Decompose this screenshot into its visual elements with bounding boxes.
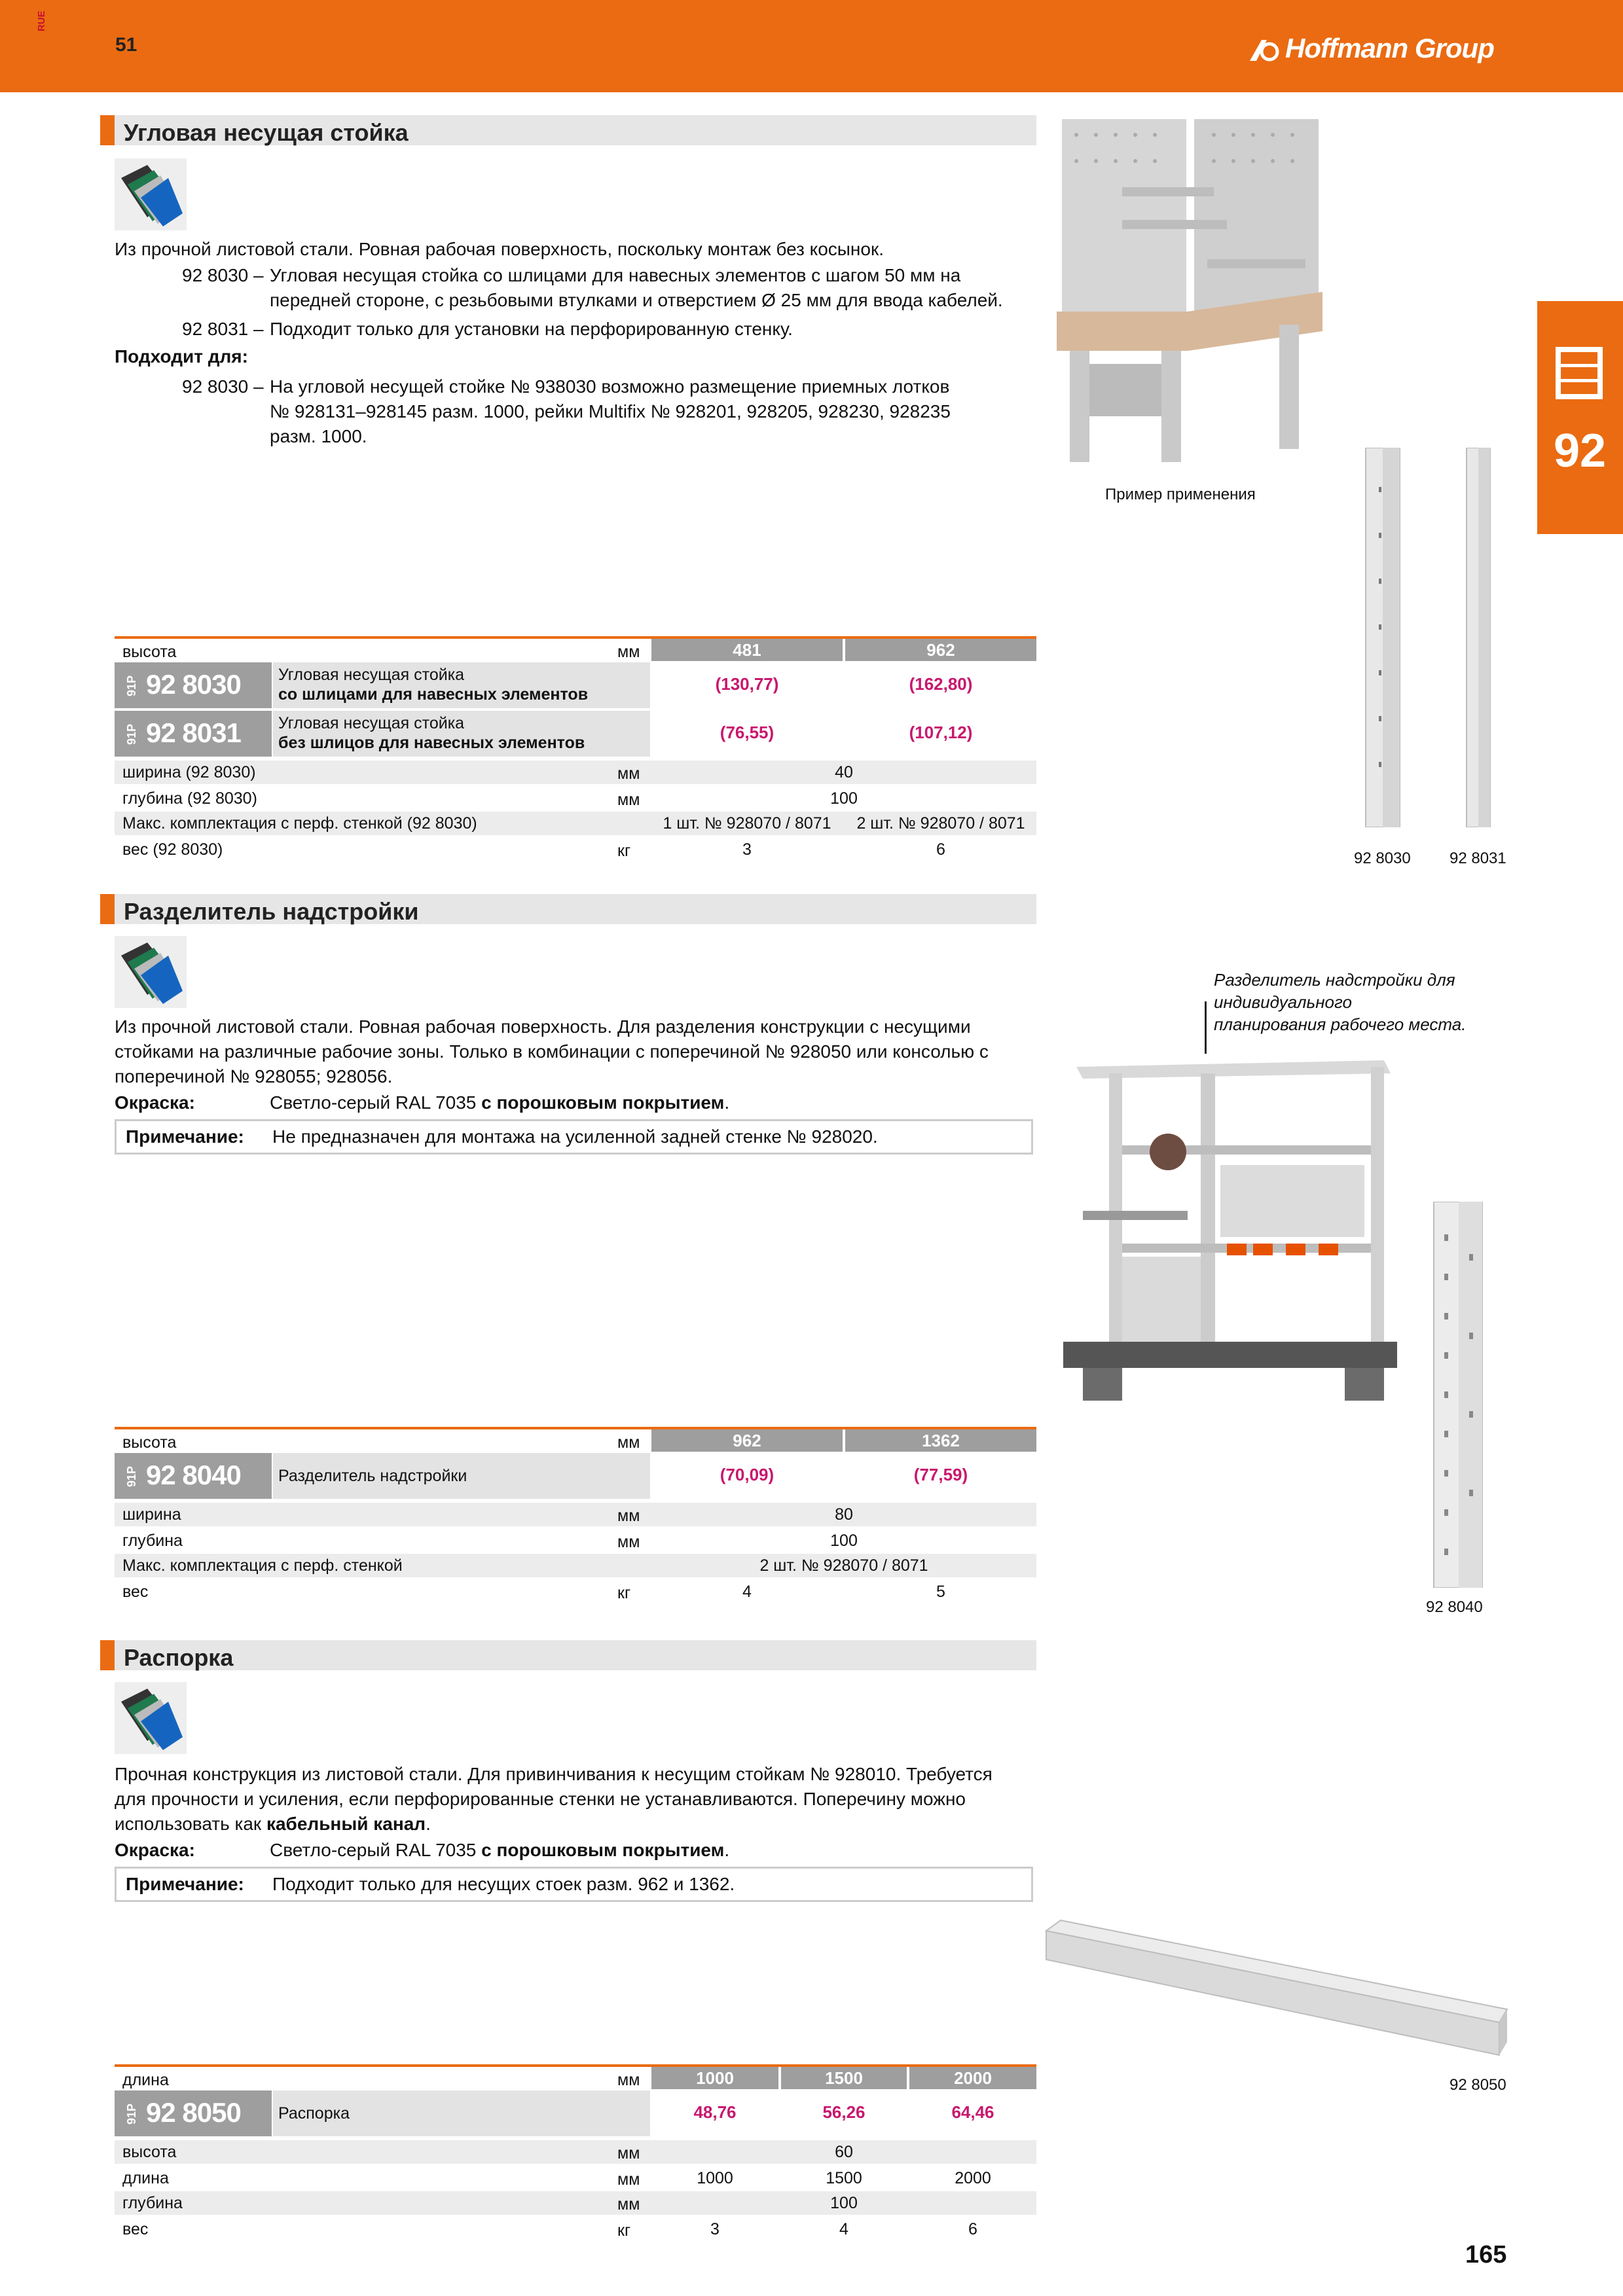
color-swatch-icon (115, 158, 187, 230)
caption-928030: 92 8030 (1354, 850, 1411, 867)
s3-text-c: использовать как кабельный канал. (115, 1814, 431, 1834)
s3-price-2000: 64,46 (951, 2102, 994, 2122)
s1-price-928031-481: (76,55) (720, 723, 775, 742)
section-header-spacer (100, 1640, 1036, 1670)
s1-r3-label: Макс. комплектация с перф. стенкой (92 8030) (122, 814, 477, 833)
s1-item1-code: 92 8030 – (182, 265, 264, 285)
section-page-number: 51 (115, 34, 137, 56)
section-title: Распорка (124, 1644, 234, 1671)
s2-paint-value: Светло-серый RAL 7035 с порошковым покрытием. (270, 1092, 730, 1113)
color-swatch-icon (115, 1682, 187, 1754)
s1-item2-code: 92 8031 – (182, 319, 264, 339)
s1-table: высота мм 481 962 91P 92 8030 Угловая несущая стойка со шлицами для навесных элементов (130,77) (162,80) 91P 92 8031 Угловая несущая стойка без шлицов для навесных элементов (76,55) (107,12) ширина (92 8030) мм 40 глубина (92 8030) мм 100 Макс. комплектация с перф. стенкой (92 8030) 1 шт. № 928070 / 8071 2 шт. № 928070 / 8071 вес (92 8030) кг 3 6 (115, 636, 1036, 864)
caption-928031: 92 8031 (1450, 850, 1506, 867)
s3-note-box: Примечание: Подходит только для несущих стоек разм. 962 и 1362. (115, 1867, 1033, 1902)
s1-table-h-unit: мм (617, 643, 640, 661)
hoffmann-logo-icon (1247, 37, 1281, 63)
divider-928040-image (1431, 1202, 1485, 1588)
s1-r4-v1: 3 (742, 840, 752, 859)
s1-intro: Из прочной листовой стали. Ровная рабочая поверхность, поскольку монтаж без косынок. (115, 239, 884, 259)
workstation-divider-photo (1057, 1054, 1397, 1401)
workstation-corner-photo (1057, 115, 1322, 469)
language-code: RUE (36, 10, 47, 31)
s1-r1-label: ширина (92 8030) (122, 763, 256, 781)
s2-table: высота мм 962 1362 91P 92 8040 Разделитель надстройки (70,09) (77,59) ширина мм 80 глубина мм 100 Макс. комплектация с перф. стенкой 2 шт. № 928070 / 8071 вес кг 4 5 (115, 1427, 1036, 1610)
section-header-corner-post (100, 115, 1036, 145)
section-title: Угловая несущая стойка (124, 119, 409, 146)
s3-paint-value: Светло-серый RAL 7035 с порошковым покрытием. (270, 1840, 730, 1860)
s1-price-928030-962: (162,80) (909, 674, 973, 694)
s2-text-b: стойками на различные рабочие зоны. Только в комбинации с поперечиной № 928050 или консолью с (115, 1041, 989, 1062)
page-number: 165 (1465, 2241, 1507, 2269)
s1-r2-value: 100 (830, 789, 858, 808)
s2-col-962: 962 (651, 1429, 843, 1452)
s1-code-928031: 91P 92 8031 (115, 711, 272, 757)
s3-text-a: Прочная конструкция из листовой стали. Для привинчивания к несущим стойкам № 928010. Требуется (115, 1764, 993, 1784)
s1-price-928031-962: (107,12) (909, 723, 973, 742)
s3-col-1000: 1000 (651, 2067, 778, 2089)
s1-r3-v2: 2 шт. № 928070 / 8071 (856, 814, 1025, 833)
s1-fit-code: 92 8030 – (182, 376, 264, 397)
s1-r1-value: 40 (835, 763, 853, 781)
s1-code-928030: 91P 92 8030 (115, 662, 272, 708)
s1-photo-caption: Пример применения (1105, 486, 1256, 503)
s1-r2-label: глубина (92 8030) (122, 789, 257, 808)
s1-r4-label: вес (92 8030) (122, 840, 223, 859)
corner-post-928030-image (1363, 448, 1402, 827)
s2-paint-label: Окраска: (115, 1092, 195, 1113)
s2-note-box: Примечание: Не предназначен для монтажа на усиленной задней стенке № 928020. (115, 1119, 1033, 1155)
s3-price-1500: 56,26 (822, 2102, 866, 2122)
s1-desc-928030: Угловая несущая стойка со шлицами для навесных элементов (273, 662, 650, 708)
caption-928050: 92 8050 (1450, 2076, 1506, 2094)
s3-table: длина мм 1000 1500 2000 91P 92 8050 Распорка 48,76 56,26 64,46 высота мм 60 длина мм 1000 1500 2000 глубина мм 100 вес кг 3 4 6 (115, 2064, 1036, 2284)
chapter-number: 92 (1554, 425, 1607, 477)
brand-name: Hoffmann Group (1285, 33, 1494, 63)
s1-col-481: 481 (651, 639, 843, 661)
brand-logo (1247, 33, 1494, 64)
chapter-tab[interactable] (1537, 301, 1623, 534)
s3-paint-label: Окраска: (115, 1840, 195, 1860)
s2-text-c: поперечиной № 928055; 928056. (115, 1066, 393, 1086)
s1-r3-v1: 1 шт. № 928070 / 8071 (663, 814, 831, 833)
s3-desc-928050: Распорка (273, 2090, 650, 2136)
s2-price-1362: (77,59) (913, 1465, 968, 1484)
s1-fit-text-a: На угловой несущей стойке № 938030 возможно размещение приемных лотков (270, 376, 950, 397)
caption-928040: 92 8040 (1426, 1598, 1483, 1616)
section-title: Разделитель надстройки (124, 898, 419, 925)
s3-col-2000: 2000 (909, 2067, 1036, 2089)
drawer-cabinet-icon (1556, 347, 1603, 399)
s2-code-928040: 91P 92 8040 (115, 1453, 272, 1499)
s3-price-1000: 48,76 (693, 2102, 737, 2122)
s1-item2-text: Подходит только для установки на перфорированную стенку. (270, 319, 793, 339)
color-swatch-icon (115, 936, 187, 1008)
corner-post-928031-image (1464, 448, 1493, 827)
s1-fit-text-b: № 928131–928145 разм. 1000, рейки Multifix № 928201, 928205, 928230, 928235 (270, 401, 951, 422)
s1-item1-text-a: Угловая несущая стойка со шлицами для навесных элементов с шагом 50 мм на (270, 265, 961, 285)
section-header-divider (100, 894, 1036, 924)
s1-price-928030-481: (130,77) (715, 674, 779, 694)
s1-col-962: 962 (845, 639, 1036, 661)
s2-col-1362: 1362 (845, 1429, 1036, 1452)
s3-text-b: для прочности и усиления, если перфорированные стенки не устанавливаются. Поперечину можно (115, 1789, 966, 1809)
s3-code-928050: 91P 92 8050 (115, 2090, 272, 2136)
s2-desc-928040: Разделитель надстройки (273, 1453, 650, 1499)
s3-col-1500: 1500 (781, 2067, 907, 2089)
spacer-928050-image (1041, 1911, 1512, 2068)
s1-table-h-label: высота (122, 643, 177, 661)
s1-fits-label: Подходит для: (115, 346, 248, 367)
s1-fit-text-c: разм. 1000. (270, 426, 367, 446)
s1-r4-v2: 6 (936, 840, 945, 859)
s2-photo-note: Разделитель надстройки для индивидуального планирования рабочего места. (1214, 970, 1467, 1034)
s1-item1-text-b: передней стороне, с резьбовыми втулками и отверстием Ø 25 мм для ввода кабелей. (270, 290, 1003, 310)
s1-desc-928031: Угловая несущая стойка без шлицов для навесных элементов (273, 711, 650, 757)
s2-price-962: (70,09) (720, 1465, 775, 1484)
s2-text-a: Из прочной листовой стали. Ровная рабочая поверхность. Для разделения конструкции с несущими (115, 1016, 971, 1037)
